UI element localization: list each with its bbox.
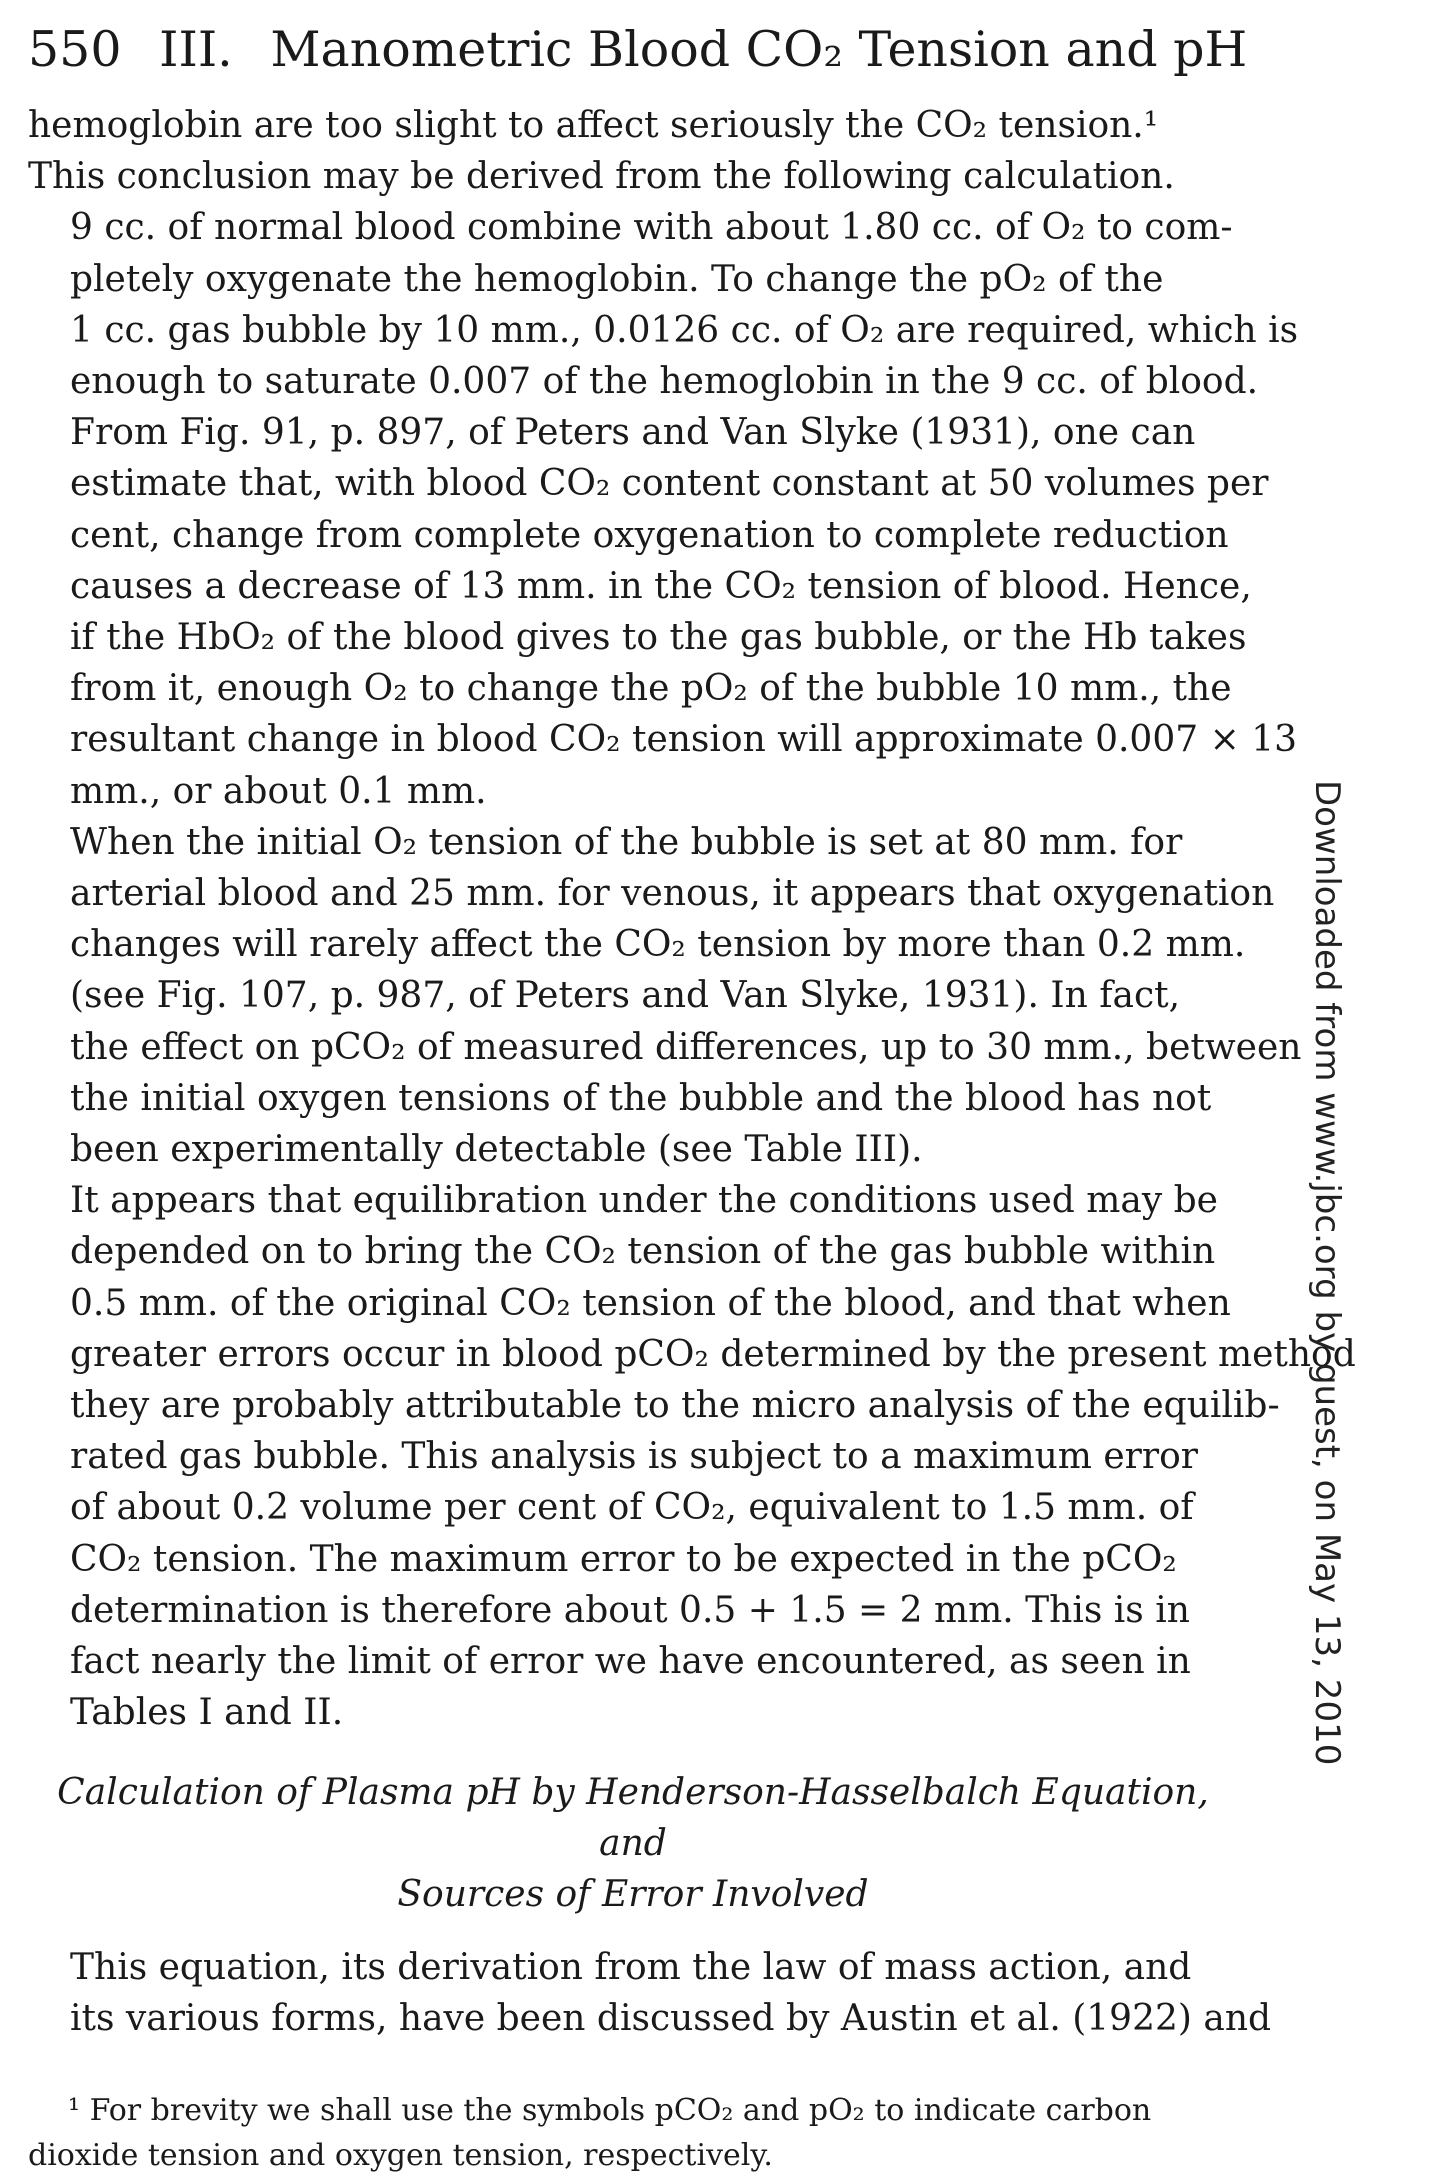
text-line: This conclusion may be derived from the following calculation. xyxy=(28,156,1175,198)
text-line: pletely oxygenate the hemoglobin. To change the pO₂ of the xyxy=(70,258,1164,300)
download-watermark: Downloaded from www.jbc.org by guest, on May 13, 2010 xyxy=(1307,780,1347,1766)
text-line: determination is therefore about 0.5 + 1.5 = 2 mm. This is in xyxy=(70,1589,1190,1631)
footnote xyxy=(28,2088,1238,2178)
text-line: from it, enough O₂ to change the pO₂ of the bubble 10 mm., the xyxy=(70,668,1232,710)
footnote-line: dioxide tension and oxygen tension, respectively. xyxy=(28,2137,773,2173)
text-line: been experimentally detectable (see Table III). xyxy=(70,1129,923,1171)
text-line: greater errors occur in blood pCO₂ determined by the present method xyxy=(70,1333,1356,1375)
paragraph-1 xyxy=(28,100,1238,202)
running-head xyxy=(28,20,1248,80)
page-number: 550 xyxy=(28,21,122,78)
heading-line: Calculation of Plasma pH by Henderson-Hasselbalch Equation, and xyxy=(57,1771,1209,1864)
text-line: of about 0.2 volume per cent of CO₂, equivalent to 1.5 mm. of xyxy=(70,1487,1194,1529)
text-line: cent, change from complete oxygenation to complete reduction xyxy=(70,514,1229,556)
text-line: fact nearly the limit of error we have encountered, as seen in xyxy=(70,1641,1191,1683)
text-line: causes a decrease of 13 mm. in the CO₂ tension of blood. Hence, xyxy=(70,565,1252,607)
text-line: Tables I and II. xyxy=(70,1692,344,1734)
footnote-line: ¹ For brevity we shall use the symbols pCO₂ and pO₂ to indicate carbon xyxy=(68,2092,1152,2128)
text-line: estimate that, with blood CO₂ content constant at 50 volumes per xyxy=(70,463,1269,505)
text-line: rated gas bubble. This analysis is subject to a maximum error xyxy=(70,1436,1198,1478)
section-heading xyxy=(28,1767,1238,1920)
text-line: the initial oxygen tensions of the bubble and the blood has not xyxy=(70,1077,1212,1119)
text-line: they are probably attributable to the micro analysis of the equilib- xyxy=(70,1385,1280,1427)
text-line: 1 cc. gas bubble by 10 mm., 0.0126 cc. of O₂ are required, which is xyxy=(70,309,1299,351)
running-title: Manometric Blood CO₂ Tension and pH xyxy=(270,21,1248,78)
text-line: enough to saturate 0.007 of the hemoglobin in the 9 cc. of blood. xyxy=(70,361,1259,403)
text-line: depended on to bring the CO₂ tension of the gas bubble within xyxy=(70,1231,1216,1273)
text-line: (see Fig. 107, p. 987, of Peters and Van Slyke, 1931). In fact, xyxy=(70,975,1181,1017)
body-text-continued xyxy=(28,1942,1272,2044)
text-line: It appears that equilibration under the conditions used may be xyxy=(70,1180,1218,1222)
text-line: resultant change in blood CO₂ tension will approximate 0.007 × 13 xyxy=(70,719,1298,761)
text-line: hemoglobin are too slight to affect seriously the CO₂ tension.¹ xyxy=(28,105,1159,146)
text-line: When the initial O₂ tension of the bubble is set at 80 mm. for xyxy=(70,821,1183,863)
text-line: From Fig. 91, p. 897, of Peters and Van Slyke (1931), one can xyxy=(70,412,1196,454)
text-line: its various forms, have been discussed by Austin et al. (1922) and xyxy=(70,1997,1272,2039)
text-line: 9 cc. of normal blood combine with about 1.80 cc. of O₂ to com- xyxy=(70,207,1233,249)
paragraph-3 xyxy=(28,817,1302,1175)
paragraph-2 xyxy=(28,202,1299,816)
text-line: 0.5 mm. of the original CO₂ tension of the blood, and that when xyxy=(70,1282,1231,1324)
heading-line: Sources of Error Involved xyxy=(397,1873,869,1915)
text-line: if the HbO₂ of the blood gives to the gas bubble, or the Hb takes xyxy=(70,617,1247,659)
text-line: CO₂ tension. The maximum error to be expected in the pCO₂ xyxy=(70,1538,1177,1580)
text-line: This equation, its derivation from the law of mass action, and xyxy=(70,1946,1192,1988)
text-line: mm., or about 0.1 mm. xyxy=(70,770,487,812)
text-line: arterial blood and 25 mm. for venous, it appears that oxygenation xyxy=(70,873,1275,915)
text-line: changes will rarely affect the CO₂ tension by more than 0.2 mm. xyxy=(70,924,1246,966)
text-line: the effect on pCO₂ of measured differences, up to 30 mm., between xyxy=(70,1026,1302,1068)
section-number: III. xyxy=(159,21,233,78)
paragraph-5 xyxy=(28,1942,1272,2044)
